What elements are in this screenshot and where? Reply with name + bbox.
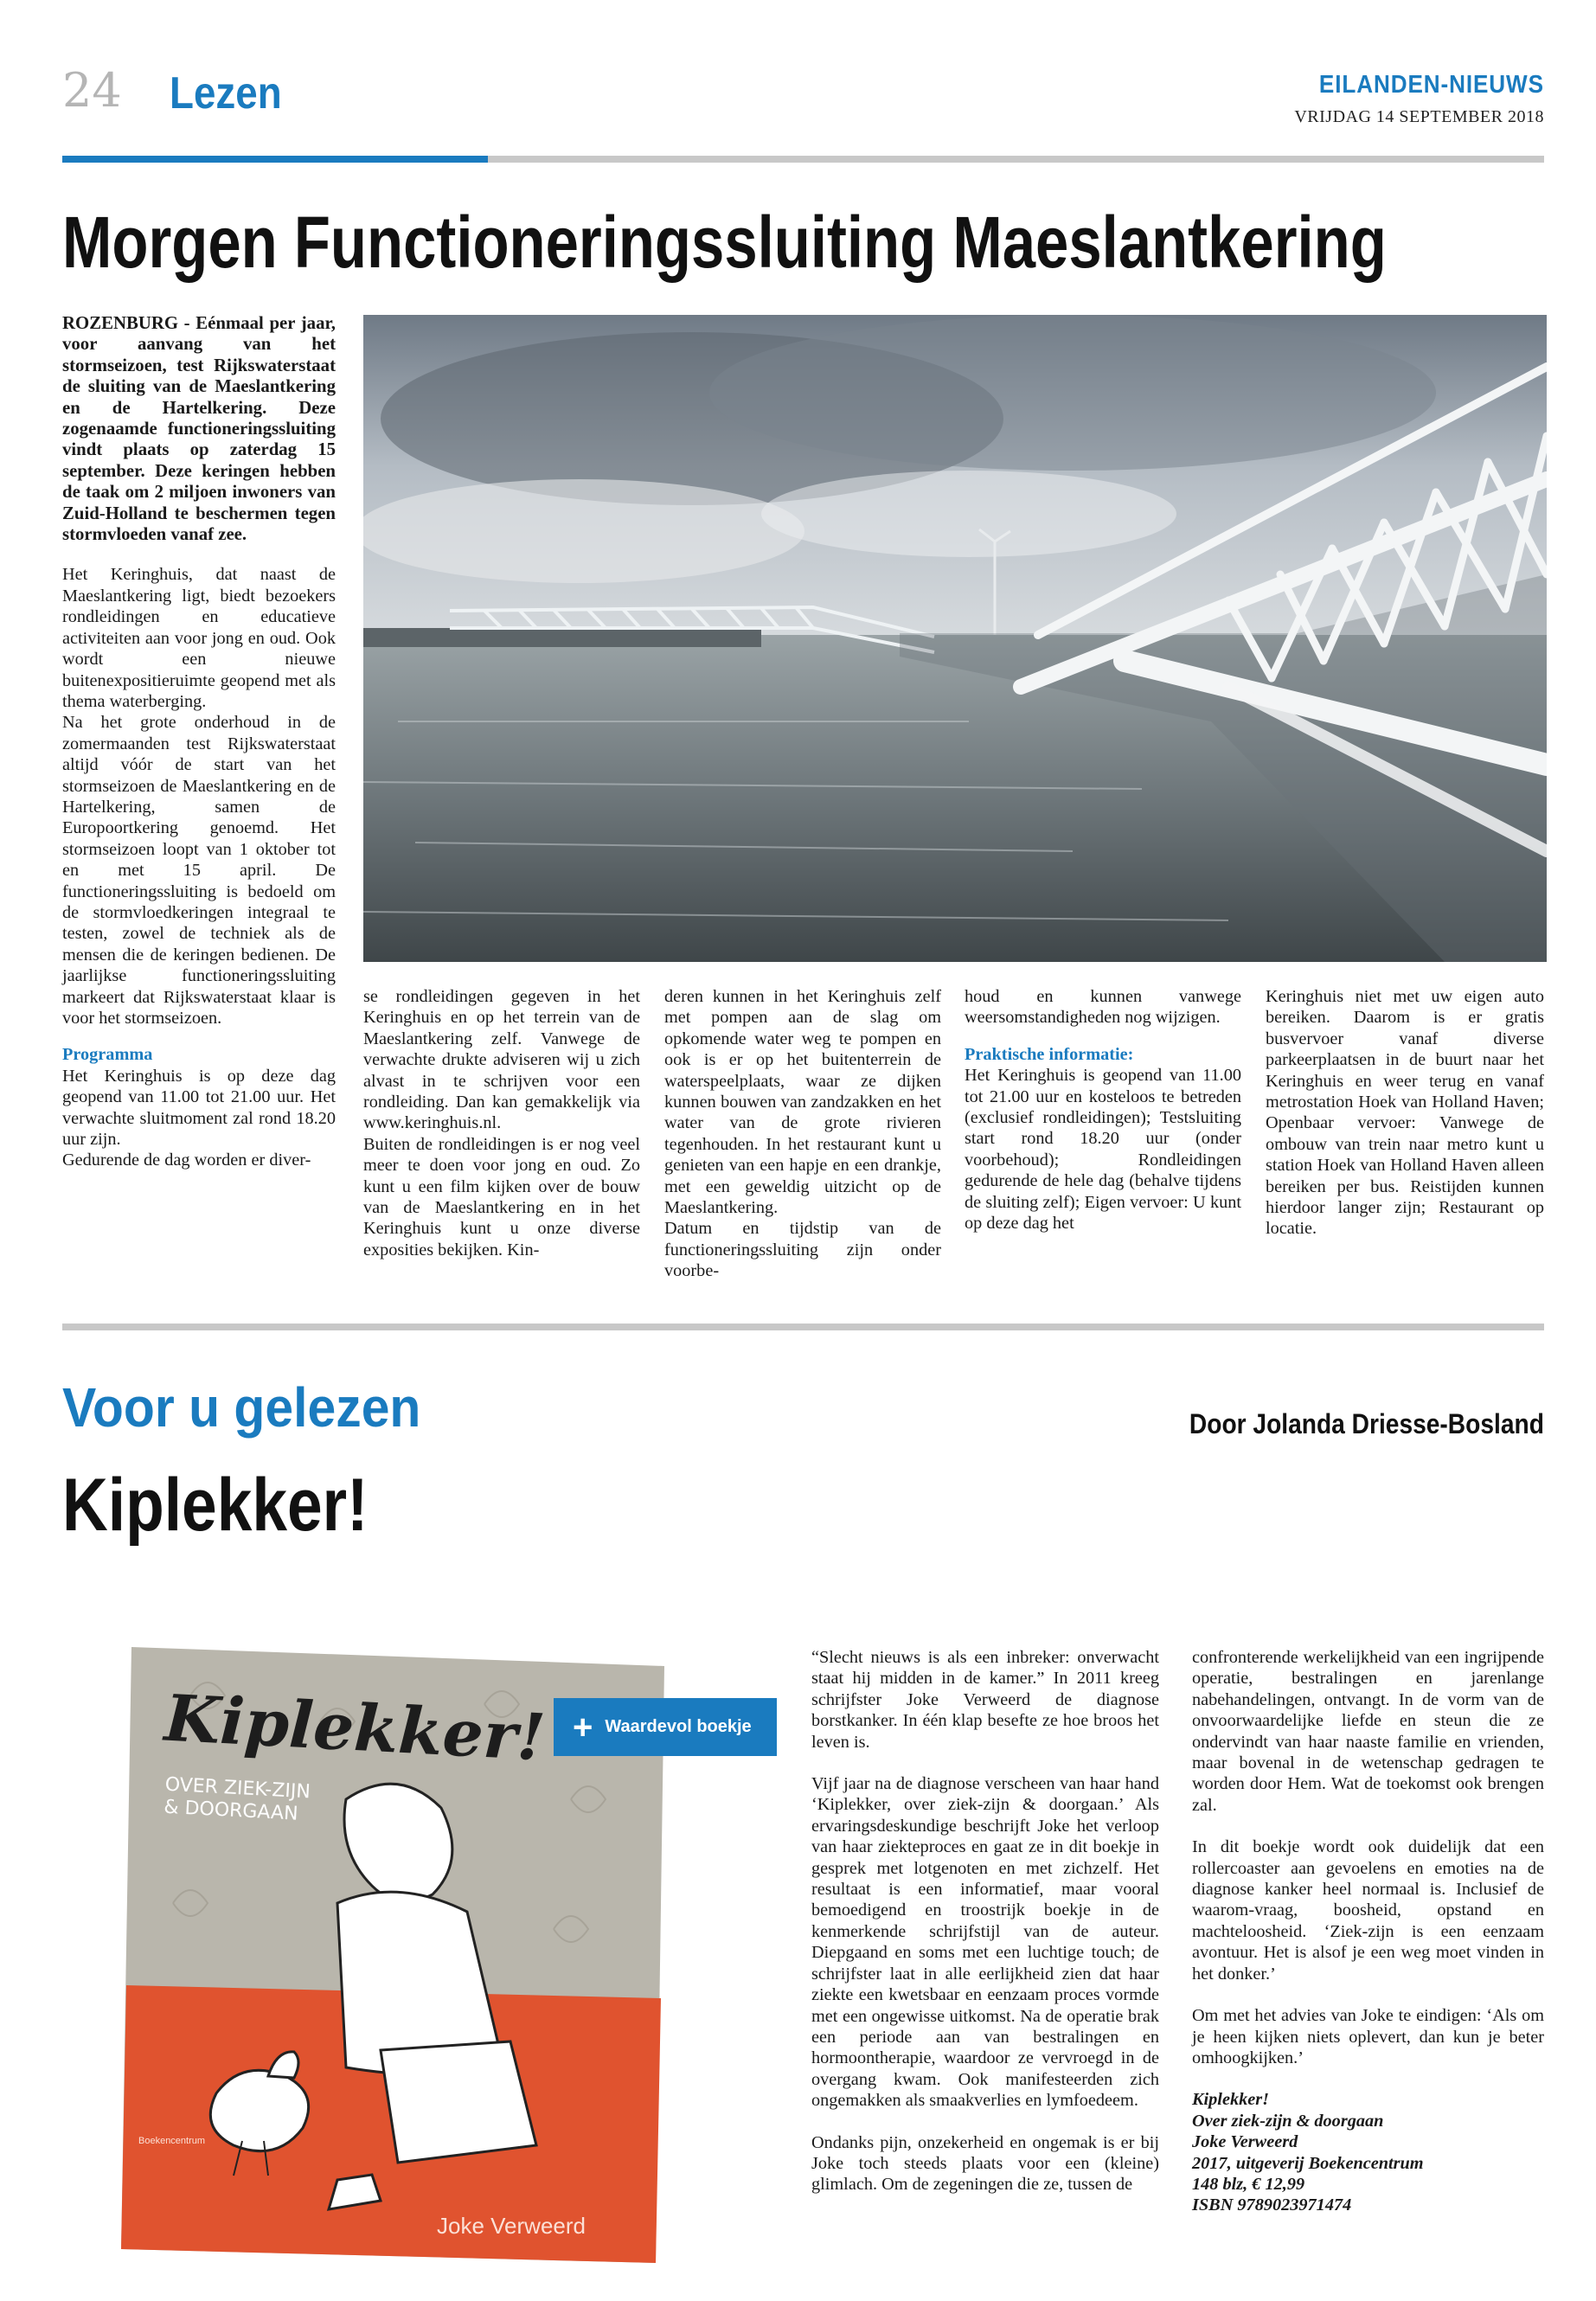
paragraph: Vijf jaar na de diagnose verscheen van haar hand ‘Kiplekker, over ziek-zijn & doorgaan.’ Als ervaringsdeskundige beschrijft Joke het verloop van haar ziekteproces en gaat ze in dit boekje in gesprek met lotgenoten en met zichzelf. Het resultaat is een informatief, maar vooral bemoedigend en troostrijk boekje in de kenmerkende schrijfstijl van de auteur. Diepgaand en soms met een luchtige touch; de schrijfster laat in alle eerlijkheid zien dat haar ziekte een kwetsbaar en eenzaam proces vormde met een ongewisse uitkomst. Na de operatie brak een periode aan van bestralingen en hormoontherapie, waardoor ze vervroegd in de overgang kwam. Ook manifesteerden zich ongemakken als smaakverlies en lymfoedeem. [811, 1774, 1159, 2111]
paragraph: Keringhuis niet met uw eigen auto bereiken. Daarom is er gratis busvervoer vanaf diverse parkeerplaatsen in de buurt naar het Keringhuis en weer terug en vanaf metrostation Hoek van Holland Haven; Openbaar vervoer: Vanwege de ombouw van trein naar metro kunt u station Hoek van Holland Haven alleen bereiken per bus. Reistijden kunnen hierdoor langer zijn; Restaurant op locatie. [1266, 987, 1544, 1239]
cover-author: Joke Verweerd [437, 2213, 586, 2239]
issue-date: VRIJDAG 14 SEPTEMBER 2018 [1294, 107, 1544, 126]
paragraph: In dit boekje wordt ook duidelijk dat een rollercoaster aan gevoelens en emoties na de diagnose kanker heel normaal is. Inclusief de waarom-vraag, boosheid, opstand en machteloosheid. ‘Ziek-zijn is een eenzaam avontuur. Het is alsof je een weg moet vinden in het donker.’ [1192, 1837, 1544, 1984]
book-info-isbn: ISBN 9789023971474 [1192, 2195, 1352, 2215]
section-title: Lezen [170, 68, 282, 119]
book-info-price: 148 blz, € 12,99 [1192, 2174, 1305, 2194]
header-rule-accent [62, 156, 488, 163]
subheading-praktische-informatie: Praktische informatie: [965, 1044, 1134, 1064]
paragraph: Gedurende de dag worden er diver- [62, 1150, 311, 1170]
book-info-author: Joke Verweerd [1192, 2132, 1298, 2152]
article-column-5 [1266, 986, 1544, 1240]
barrier-photo-illustration [363, 315, 1547, 962]
article-column-2 [363, 986, 640, 1260]
subheading-programma: Programma [62, 1045, 153, 1065]
paragraph: Buiten de rondleidingen is er nog veel meer te doen voor jong en oud. Zo kunt u een film kijken over de bouw van de Maeslantkering en in het Keringhuis kunt u onze diverse exposities bekijken. Kin- [363, 1134, 640, 1259]
newspaper-logo: EILANDEN-NIEUWS [1318, 71, 1544, 99]
article-column-4 [965, 986, 1241, 1234]
paragraph: “Slecht nieuws is als een inbreker: onverwacht staat hij midden in de kamer.” In 2011 kreeg schrijfster Joke Verweerd de diagnose borstkanker. In één klap besefte ze hoe broos het leven is. [811, 1648, 1159, 1752]
badge-label: Waardevol boekje [605, 1717, 752, 1736]
paragraph: houd en kunnen vanwege weersomstandigheden nog wijzigen. [965, 987, 1241, 1028]
review-headline: Kiplekker! [62, 1464, 369, 1547]
section-divider [62, 1324, 1544, 1330]
header-rule [488, 156, 1544, 163]
cover-subtitle-line-2: & DOORGAAN [163, 1796, 299, 1825]
book-info [1192, 2089, 1544, 2215]
plus-icon: + [573, 1708, 593, 1747]
review-column-1 [811, 1647, 1159, 2195]
paragraph: confronterende werkelijkheid van een ingrijpende operatie, bestralingen en jarenlange nabehandelingen, ontvangt. In de vorm van de onvoorwaardelijke liefde en steun die ze ondervindt van haar naaste familie en vrienden, maar bovenal in de wetenschap gedragen te worden door Hem. Wat de toekomst ook brengen zal. [1192, 1648, 1544, 1815]
paragraph: se rondleidingen gegeven in het Keringhuis en op het terrein van de Maeslantkering zelf. Vanwege de verwachte drukte adviseren wij u zich alvast in te schrijven voor een rondleiding. Dan kan gemakkelijk via www.keringhuis.nl. [363, 987, 640, 1133]
paragraph: Na het grote onderhoud in de zomermaanden test Rijkswaterstaat altijd vóór de start van het stormseizoen de Maeslantkering en de Hartelkering, samen de Europoortkering genoemd. Het stormseizoen loopt van 1 oktober tot en met 15 april. De functioneringssluiting is bedoeld om de stormvloedkeringen integraal te testen, zowel de techniek als de mensen die de keringen bedienen. De jaarlijkse functioneringssluiting markeert dat Rijkswaterstaat klaar is voor het stormseizoen. [62, 713, 336, 1028]
article-lead: ROZENBURG - Eénmaal per jaar, voor aanvang van het stormseizoen, test Rijkswaterstaat de sluiting van de Maeslantkering en de Hartelkering. Deze zogenaamde functioneringssluiting vindt plaats op zaterdag 15 september. Deze keringen hebben de taak om 2 miljoen inwoners van Zuid-Holland te beschermen tegen stormvloeden vanaf zee. [62, 313, 336, 545]
byline: Door Jolanda Driesse-Bosland [1189, 1408, 1544, 1439]
paragraph: Ondanks pijn, onzekerheid en ongemak is er bij Joke toch steeds plaats voor een (kleine) glimlach. Om de zegeningen die ze, tussen de [811, 2132, 1159, 2195]
article-column-3 [664, 986, 941, 1282]
paragraph: Om met het advies van Joke te eindigen: ‘Als om je heen kijken niets oplevert, dan kun je beter omhoogkijken.’ [1192, 2006, 1544, 2067]
book-info-title: Kiplekker! [1192, 2090, 1270, 2110]
paragraph: Datum en tijdstip van de functioneringssluiting zijn onder voorbe- [664, 1219, 941, 1281]
article-column-1 [62, 313, 336, 1171]
cover-subtitle [163, 1774, 311, 1827]
cover-publisher: Boekencentrum [138, 2136, 206, 2146]
book-info-subtitle: Over ziek-zijn & doorgaan [1192, 2111, 1384, 2131]
cover-title: Kiplekker! [163, 1681, 548, 1776]
article-headline: Morgen Functioneringssluiting Maeslantkering [62, 202, 1387, 283]
paragraph: Het Keringhuis is geopend van 11.00 tot 21.00 uur en kosteloos te betreden (exclusief rondleidingen); Testsluiting start rond 18.20 uur (onder voorbehoud); Rondleidingen gedurende de hele dag (behalve tijdens de sluiting zelf); Eigen vervoer: U kunt op deze dag het [965, 1066, 1241, 1234]
paragraph: Het Keringhuis, dat naast de Maeslantkering ligt, biedt bezoekers rondleidingen en educatieve activiteiten aan voor jong en oud. Ook wordt een nieuwe buitenexpositieruimte geopend met als thema waterberging. [62, 565, 336, 711]
page-number: 24 [62, 63, 122, 118]
maeslantkering-photo [363, 315, 1547, 962]
book-info-publisher: 2017, uitgeverij Boekencentrum [1192, 2153, 1424, 2173]
paragraph: deren kunnen in het Keringhuis zelf met pompen aan de slag om opkomende water weg te pompen en ook is er op het buitenterrein de waterspeelplaats, waar ze dijken kunnen bouwen van zandzakken en het water van de grote rivieren tegenhouden. In het restaurant kunt u genieten van een hapje en een drankje, met een geweldig uitzicht op de Maeslantkering. [664, 987, 941, 1218]
recommendation-badge [554, 1698, 777, 1756]
paragraph: Het Keringhuis is op deze dag geopend van 11.00 tot 21.00 uur. Het verwachte sluitmoment zal rond 18.20 uur zijn. [62, 1066, 336, 1150]
review-column-2 [1192, 1647, 1544, 2216]
cover-subtitle-line-1: OVER ZIEK-ZIJN [164, 1773, 311, 1804]
review-kicker: Voor u gelezen [62, 1376, 421, 1439]
